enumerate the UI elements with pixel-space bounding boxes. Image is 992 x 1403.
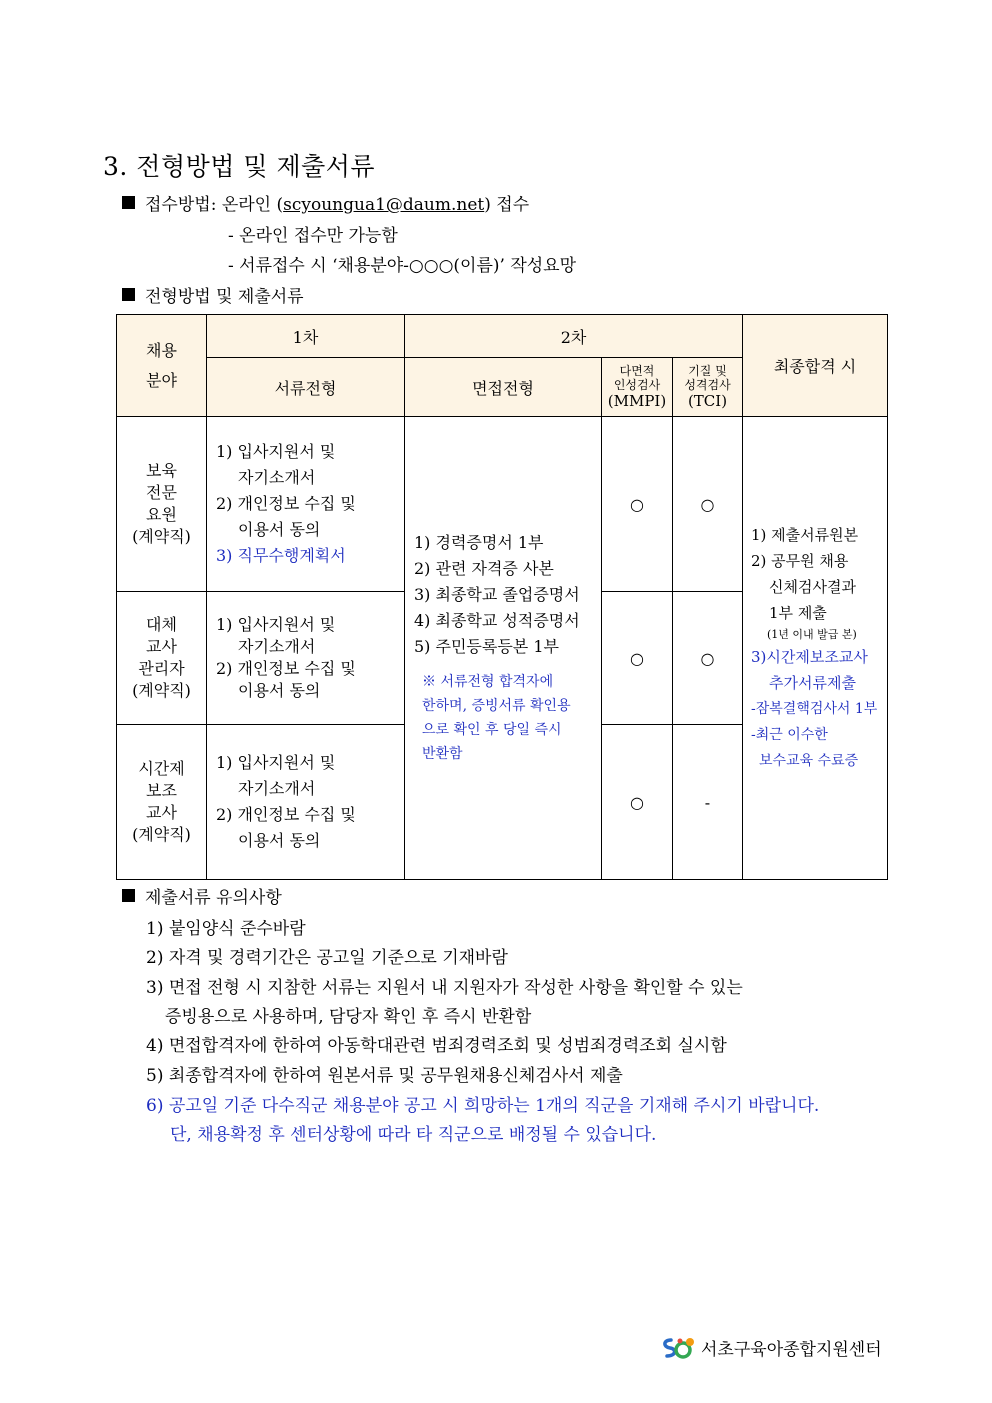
center-logo-icon xyxy=(661,1336,697,1360)
org-name: 서초구육아종합지원센터 xyxy=(701,1340,882,1360)
header-interview: 면접전형 xyxy=(405,358,602,417)
subsection-title: 전형방법 및 제출서류 xyxy=(122,282,304,307)
note-item: 3) 면접 전형 시 지참한 서류는 지원서 내 지원자가 작성한 사항을 확인할 수 있는 xyxy=(146,978,743,998)
note-item: 5) 최종합격자에 한하여 원본서류 및 공무원채용신체검사서 제출 xyxy=(146,1066,623,1086)
interview-docs-cell: 1) 경력증명서 1부 2) 관련 자격증 사본 3) 최종학교 졸업증명서 4) 최종학교 성적증명서 5) 주민등록등본 1부 ※ 서류전형 합격자에 한하며, 증빙서류 확인용 으로 확인 후 당일 즉시 반환함 xyxy=(405,417,602,880)
role-cell: 보육 전문 요원 (계약직) xyxy=(117,417,207,592)
bullet-square-icon xyxy=(122,889,135,902)
header-final: 최종합격 시 xyxy=(743,315,888,417)
tci-cell: - xyxy=(673,725,743,880)
mmpi-cell: ○ xyxy=(602,592,673,725)
table-row xyxy=(117,417,888,592)
bullet-square-icon xyxy=(122,196,135,209)
section-title: 3. 전형방법 및 제출서류 xyxy=(103,152,376,181)
note-item: 증빙용으로 사용하며, 담당자 확인 후 즉시 반환함 xyxy=(165,1007,532,1027)
header-round1: 1차 xyxy=(207,315,405,358)
header-mmpi: 다면적 인성검사 (MMPI) xyxy=(602,358,673,417)
role-cell: 대체 교사 관리자 (계약직) xyxy=(117,592,207,725)
final-docs-cell: 1) 제출서류원본 2) 공무원 채용 신체검사결과 1부 제출 (1년 이내 발급 본) 3)시간제보조교사 추가서류제출 -잠복결핵검사서 1부 -최근 이수한 보수교육 수료증 xyxy=(743,417,888,880)
application-note-2: - 서류접수 시 ‘채용분야-○○○(이름)’ 작성요망 xyxy=(228,256,577,276)
docs-cell: 1) 입사지원서 및 자기소개서 2) 개인정보 수집 및 이용서 동의 xyxy=(207,592,405,725)
email-link[interactable]: scyoungua1@daum.net xyxy=(283,195,485,215)
note-item: 1) 붙임양식 준수바람 xyxy=(146,919,306,939)
note-item: 4) 면접합격자에 한하여 아동학대관련 범죄경력조회 및 성범죄경력조회 실시함 xyxy=(146,1036,727,1056)
note-item: 6) 공고일 기준 다수직군 채용분야 공고 시 희망하는 1개의 직군을 기재해 주시기 바랍니다. xyxy=(146,1096,820,1116)
header-round2: 2차 xyxy=(405,315,743,358)
note-item: 단, 채용확정 후 센터상황에 따라 타 직군으로 배정될 수 있습니다. xyxy=(170,1125,657,1145)
mmpi-cell: ○ xyxy=(602,725,673,880)
application-label: 접수방법: xyxy=(145,195,217,215)
docs-cell: 1) 입사지원서 및 자기소개서 2) 개인정보 수집 및 이용서 동의 xyxy=(207,725,405,880)
docs-cell: 1) 입사지원서 및 자기소개서 2) 개인정보 수집 및 이용서 동의 3) 직무수행계획서 xyxy=(207,417,405,592)
selection-table xyxy=(116,314,888,880)
header-docs: 서류전형 xyxy=(207,358,405,417)
tci-cell: ○ xyxy=(673,592,743,725)
note-item: 2) 자격 및 경력기간은 공고일 기준으로 기재바람 xyxy=(146,948,508,968)
interview-note: ※ 서류전형 합격자에 한하며, 증빙서류 확인용 으로 확인 후 당일 즉시 반환함 xyxy=(422,674,571,762)
role-cell: 시간제 보조 교사 (계약직) xyxy=(117,725,207,880)
tci-cell: ○ xyxy=(673,417,743,592)
footer-logo xyxy=(661,1335,882,1360)
mmpi-cell: ○ xyxy=(602,417,673,592)
application-method: 접수방법: 온라인 (scyoungua1@daum.net) 접수 xyxy=(122,190,529,215)
header-tci: 기질 및 성격검사 (TCI) xyxy=(673,358,743,417)
header-field: 채용 분야 xyxy=(117,315,207,417)
application-note-1: - 온라인 접수만 가능함 xyxy=(228,226,398,246)
notes-title: 제출서류 유의사항 xyxy=(122,883,282,908)
bullet-square-icon xyxy=(122,288,135,301)
